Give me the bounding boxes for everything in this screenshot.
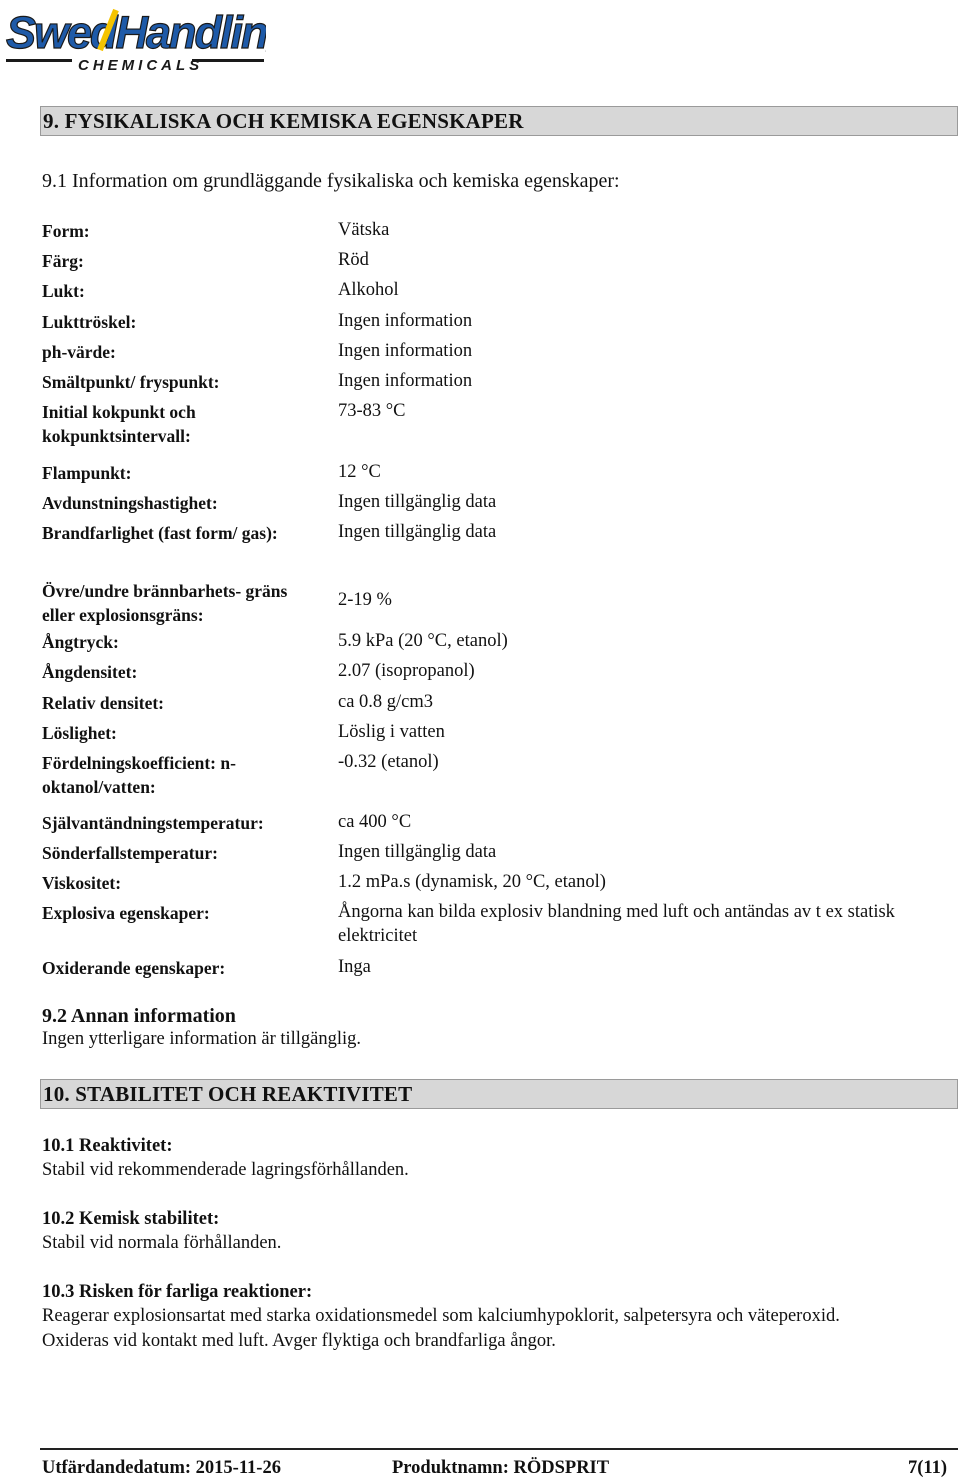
footer-product-value: : RÖDSPRIT [502,1458,610,1478]
subsection-10-3-text-line2: Oxideras vid kontakt med luft. Avger flyktiga och brandfarliga ångor. [42,1331,556,1351]
property-label: Brandfarlighet (fast form/ gas): [42,523,278,543]
subsection-10-3-title: 10.3 Risken för farliga reaktioner: [42,1282,313,1302]
logo-subtitle: CHEMICALS [78,57,204,74]
property-value: -0.32 (etanol) [338,752,439,772]
property-value: Alkohol [338,280,399,300]
company-logo [4,4,266,74]
subsection-10-2-title: 10.2 Kemisk stabilitet: [42,1209,220,1229]
footer-date-value: : 2015-11-26 [184,1458,281,1478]
property-label: Färg: [42,251,84,271]
property-value: ca 400 °C [338,812,412,832]
property-label: Smältpunkt/ fryspunkt: [42,372,220,392]
property-value: Ingen tillgänglig data [338,492,497,512]
subsection-9-1-title: 9.1 Information om grundläggande fysikaliska och kemiska egenskaper: [42,170,620,192]
property-value: Ingen information [338,371,473,391]
property-label: Ångtryck: [42,632,119,652]
property-value: Inga [338,957,371,977]
property-label: Sönderfallstemperatur: [42,843,218,863]
subsection-10-1-title: 10.1 Reaktivitet: [42,1136,173,1156]
section-9-title: 9. FYSIKALISKA OCH KEMISKA EGENSKAPER [43,109,524,133]
footer-date-label: Utfärdandedatum [42,1458,185,1478]
property-label: Avdunstningshastighet: [42,493,218,513]
footer-date [42,1458,281,1479]
property-label: Fördelningskoefficient: n-oktanol/vatten: [42,753,236,797]
property-label: ph-värde: [42,342,116,362]
property-value: Ingen information [338,311,473,331]
property-value: Ingen tillgänglig data [338,522,497,542]
property-label: Oxiderande egenskaper: [42,958,226,978]
subsection-10-2-text: Stabil vid normala förhållanden. [42,1233,282,1253]
property-label: Viskositet: [42,873,122,893]
footer-product [392,1458,609,1479]
property-label: Övre/undre brännbarhets- gräns eller explosionsgräns: [42,581,288,625]
property-label: Explosiva egenskaper: [42,903,210,923]
property-label: Initial kokpunkt och kokpunktsintervall: [42,402,196,446]
footer-divider [40,1448,958,1450]
property-label: Självantändningstemperatur: [42,813,264,833]
property-label: Flampunkt: [42,463,132,483]
property-label: Lukt: [42,281,85,301]
property-value: 2-19 % [338,590,392,610]
property-value: 12 °C [338,462,381,482]
logo-wordmark: SwedHandling [6,7,266,58]
property-label: Löslighet: [42,723,117,743]
property-value: Ingen tillgänglig data [338,842,497,862]
footer-product-label: Produktnamn [392,1458,503,1478]
property-value: Löslig i vatten [338,722,445,742]
property-value: 73-83 °C [338,401,406,421]
subsection-9-2-text: Ingen ytterligare information är tillgänglig. [42,1029,362,1049]
property-value: 1.2 mPa.s (dynamisk, 20 °C, etanol) [338,872,606,892]
property-label: Ångdensitet: [42,662,138,682]
subsection-9-2-title: 9.2 Annan information [42,1005,236,1027]
property-value: ca 0.8 g/cm3 [338,692,434,712]
property-label: Relativ densitet: [42,693,164,713]
subsection-10-3-text-line1: Reagerar explosionsartat med starka oxidationsmedel som kalciumhypoklorit, salpetersyra och väteperoxid. [42,1306,840,1326]
property-label: Lukttröskel: [42,312,137,332]
page-footer [42,1458,960,1484]
property-label: Form: [42,221,90,241]
property-value: 2.07 (isopropanol) [338,661,475,681]
section-9-header [40,106,958,136]
property-value: Ångorna kan bilda explosiv blandning med luft och antändas av t ex statisk elektricitet [338,902,895,946]
property-value: Ingen information [338,341,473,361]
subsection-10-1-text: Stabil vid rekommenderade lagringsförhållanden. [42,1160,409,1180]
property-value: Röd [338,250,369,270]
property-value: 5.9 kPa (20 °C, etanol) [338,631,508,651]
property-value: Vätska [338,220,390,240]
footer-page-number: 7(11) [908,1458,948,1478]
section-10-header [40,1079,958,1109]
section-10-title: 10. STABILITET OCH REAKTIVITET [43,1082,413,1106]
